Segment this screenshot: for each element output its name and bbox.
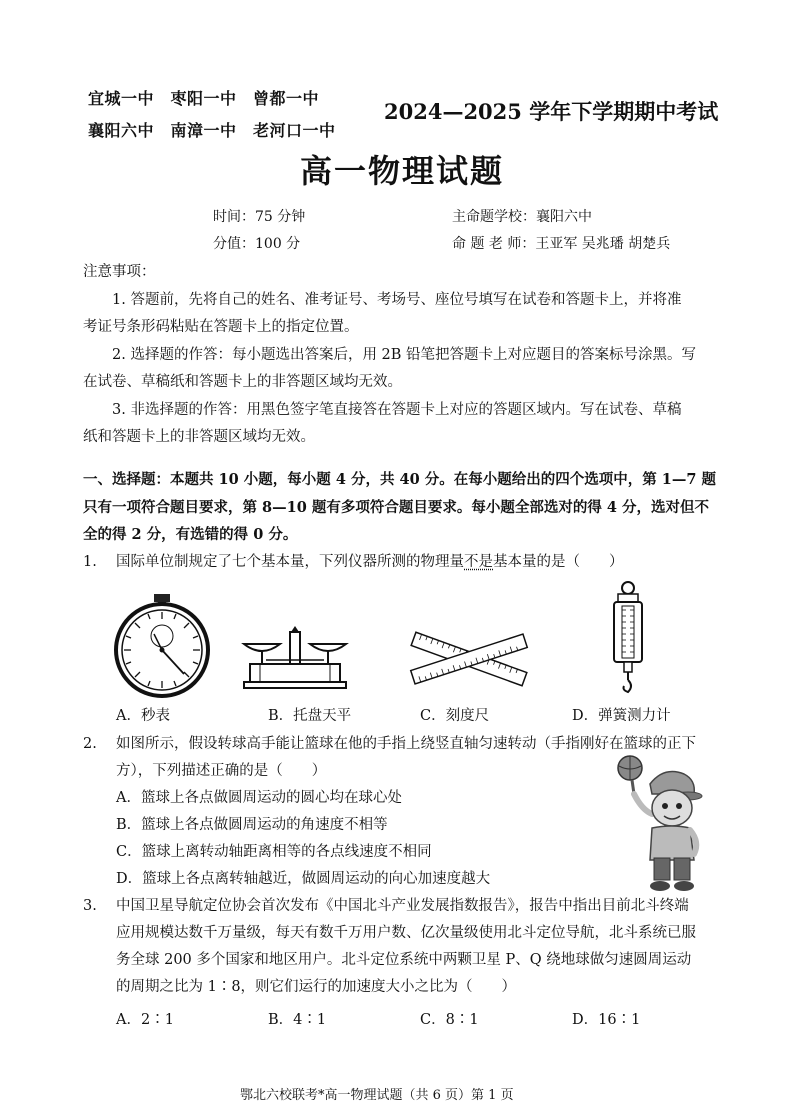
ruler-image: [406, 620, 532, 698]
note-3-line-1: 3. 非选择题的作答：用黑色签字笔直接答在答题卡上对应的答题区域内。写在试卷、草稿: [112, 402, 682, 418]
q3-stem-line-3: 务全球 200 多个国家和地区用户。北斗定位系统中两颗卫星 P、Q 绕地球做匀速圆周运动: [116, 952, 692, 968]
stopwatch-image: [108, 592, 216, 698]
q2-option-d: D．篮球上各点离转轴越近，做圆周运动的向心加速度越大: [116, 871, 491, 887]
q3-option-b: B．4∶1: [268, 1012, 327, 1028]
q1-option-b: B．托盘天平: [268, 708, 352, 724]
q2-number: 2.: [83, 736, 97, 752]
question-setters: 命 题 老 师：王亚军 吴兆璠 胡楚兵: [452, 236, 671, 252]
q1-stem-after: 基本量的是（ ）: [493, 554, 624, 570]
notes-heading: 注意事项：: [83, 264, 156, 280]
q1-number: 1.: [83, 554, 97, 570]
note-1-line-1: 1. 答题前，先将自己的姓名、准考证号、考场号、座位号填写在试卷和答题卡上，并将准: [112, 292, 682, 308]
schools-row-2: 襄阳六中 南漳一中 老河口一中: [88, 121, 336, 140]
q2-option-c: C．篮球上离转动轴距离相等的各点线速度不相同: [116, 844, 432, 860]
host-school: 主命题学校：襄阳六中: [452, 209, 592, 225]
note-3-line-2: 纸和答题卡上的非答题区域均无效。: [83, 429, 315, 445]
q1-option-a: A．秒表: [116, 708, 170, 724]
exam-title: 2024—2025 学年下学期期中考试: [384, 99, 719, 124]
basketball-boy-image: [602, 754, 712, 894]
section-1-line-3: 全的得 2 分，有选错的得 0 分。: [83, 526, 298, 543]
note-1-line-2: 考证号条形码粘贴在答题卡上的指定位置。: [83, 319, 359, 335]
exam-score: 分值：100 分: [213, 236, 301, 252]
q1-stem-before: 国际单位制规定了七个基本量，下列仪器所测的物理量: [116, 554, 464, 570]
page-footer: 鄂北六校联考*高一物理试题（共 6 页）第 1 页: [240, 1088, 514, 1103]
q2-stem-line-2: 方），下列描述正确的是（ ）: [116, 763, 327, 779]
balance-scale-image: [240, 624, 350, 690]
q1-option-c: C．刻度尺: [420, 708, 490, 724]
note-2-line-2: 在试卷、草稿纸和答题卡上的非答题区域均无效。: [83, 374, 402, 390]
q2-option-a: A．篮球上各点做圆周运动的圆心均在球心处: [116, 790, 402, 806]
q1-stem-emphasis: 不是: [464, 554, 493, 570]
section-1-line-2: 只有一项符合题目要求，第 8—10 题有多项符合题目要求。每小题全部选对的得 4 分，选对但不: [83, 499, 710, 516]
q3-option-d: D．16∶1: [572, 1012, 641, 1028]
q2-stem-line-1: 如图所示，假设转球高手能让篮球在他的手指上绕竖直轴匀速转动（手指刚好在篮球的正下: [116, 736, 696, 752]
spring-scale-image: [608, 580, 648, 696]
note-2-line-1: 2. 选择题的作答：每小题选出答案后，用 2B 铅笔把答题卡上对应题目的答案标号涂黑。写: [112, 347, 697, 363]
page-title: 高一物理试题: [300, 152, 505, 190]
section-1-line-1: 一、选择题：本题共 10 小题，每小题 4 分，共 40 分。在每小题给出的四个选项中，第 1—7 题: [83, 471, 717, 488]
q3-number: 3.: [83, 898, 97, 914]
q1-stem: [116, 548, 624, 576]
q3-stem-line-2: 应用规模达数千万量级，每天有数千万用户数、亿次量级使用北斗定位导航，北斗系统已服: [116, 925, 696, 941]
q3-stem-line-4: 的周期之比为 1∶8，则它们运行的加速度大小之比为（ ）: [116, 979, 517, 995]
q2-option-b: B．篮球上各点做圆周运动的角速度不相等: [116, 817, 388, 833]
exam-time: 时间：75 分钟: [213, 209, 306, 225]
q1-option-d: D．弹簧测力计: [572, 708, 671, 724]
q3-stem-line-1: 中国卫星导航定位协会首次发布《中国北斗产业发展指数报告》，报告中指出目前北斗终端: [116, 898, 689, 914]
q3-option-c: C．8∶1: [420, 1012, 479, 1028]
schools-row-1: 宜城一中 枣阳一中 曾都一中: [88, 89, 320, 108]
q3-option-a: A．2∶1: [116, 1012, 174, 1028]
